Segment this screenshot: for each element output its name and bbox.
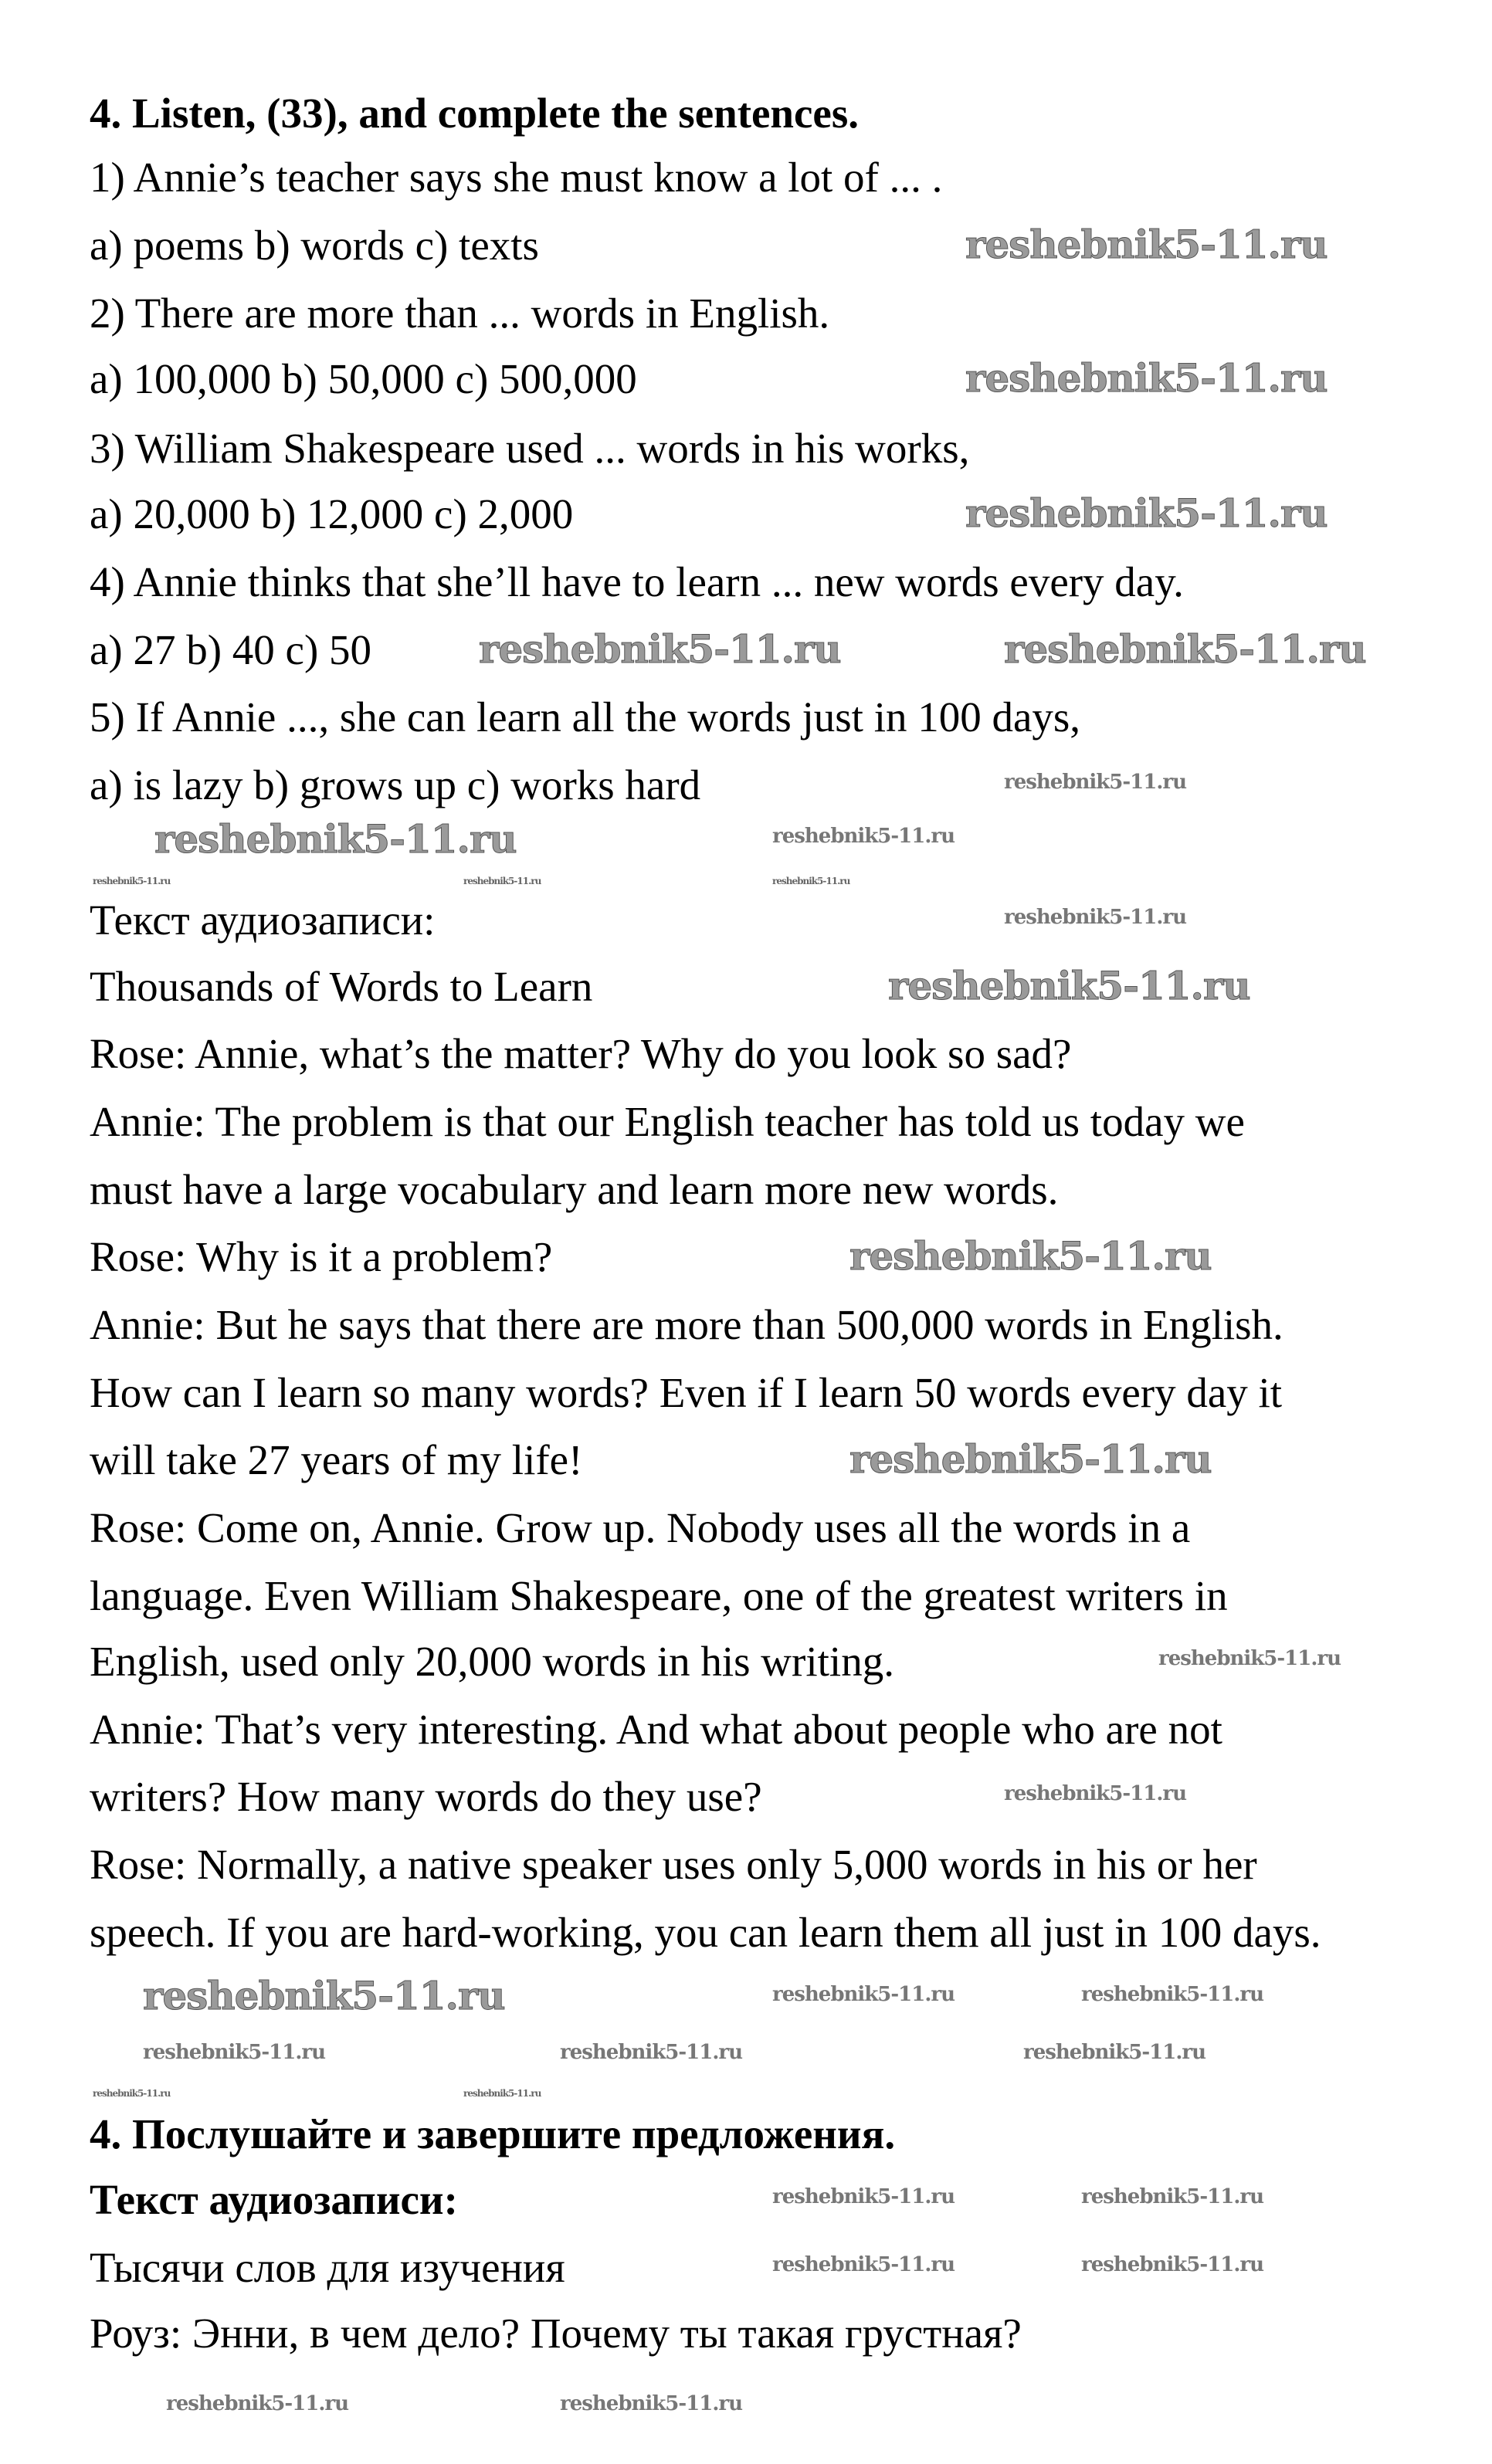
watermark: reshebnik5-11.ru <box>463 876 541 886</box>
watermark: reshebnik5-11.ru <box>143 1973 505 2018</box>
watermark: reshebnik5-11.ru <box>1004 626 1366 672</box>
watermark: reshebnik5-11.ru <box>560 2392 743 2415</box>
watermark: reshebnik5-11.ru <box>560 2041 743 2064</box>
transcript-line: Annie: But he says that there are more than 500,000 words in English. <box>90 1301 1283 1348</box>
options-4: a) 27 b) 40 c) 50 <box>90 626 372 673</box>
watermark: reshebnik5-11.ru <box>965 222 1328 267</box>
question-1: 1) Annie’s teacher says she must know a lot of ... . <box>90 154 943 201</box>
watermark: reshebnik5-11.ru <box>888 963 1250 1008</box>
watermark: reshebnik5-11.ru <box>965 490 1328 536</box>
watermark: reshebnik5-11.ru <box>93 2088 171 2099</box>
transcript-line: Rose: Come on, Annie. Grow up. Nobody uses all the words in a <box>90 1504 1191 1551</box>
transcript-line: speech. If you are hard-working, you can learn them all just in 100 days. <box>90 1909 1321 1956</box>
transcript-line: Annie: That’s very interesting. And what about people who are not <box>90 1706 1222 1753</box>
watermark: reshebnik5-11.ru <box>772 2185 955 2208</box>
transcript-line: language. Even William Shakespeare, one of the greatest writers in <box>90 1572 1228 1619</box>
watermark: reshebnik5-11.ru <box>1081 2253 1264 2276</box>
watermark: reshebnik5-11.ru <box>463 2088 541 2099</box>
transcript-line: Annie: The problem is that our English teacher has told us today we <box>90 1098 1245 1145</box>
watermark: reshebnik5-11.ru <box>1081 2185 1264 2208</box>
translation-line: Тысячи слов для изучения <box>90 2244 565 2291</box>
watermark: reshebnik5-11.ru <box>965 355 1328 401</box>
transcript-line: Rose: Normally, a native speaker uses only 5,000 words in his or her <box>90 1841 1257 1888</box>
translation-line: Роуз: Энни, в чем дело? Почему ты такая грустная? <box>90 2310 1022 2357</box>
transcript-line: How can I learn so many words? Even if I learn 50 words every day it <box>90 1369 1283 1416</box>
transcript-line: English, used only 20,000 words in his writing. <box>90 1638 894 1685</box>
transcript-line: writers? How many words do they use? <box>90 1773 762 1820</box>
question-2: 2) There are more than ... words in English. <box>90 290 830 337</box>
watermark: reshebnik5-11.ru <box>1081 1983 1264 2006</box>
watermark: reshebnik5-11.ru <box>1004 906 1187 929</box>
watermark: reshebnik5-11.ru <box>772 2253 955 2276</box>
options-2: a) 100,000 b) 50,000 c) 500,000 <box>90 355 637 402</box>
watermark: reshebnik5-11.ru <box>849 1233 1212 1279</box>
transcript-line: will take 27 years of my life! <box>90 1436 583 1483</box>
watermark: reshebnik5-11.ru <box>849 1436 1212 1482</box>
translation-heading: Текст аудиозаписи: <box>90 2176 458 2223</box>
options-1: a) poems b) words c) texts <box>90 222 539 269</box>
watermark: reshebnik5-11.ru <box>154 816 517 862</box>
watermark: reshebnik5-11.ru <box>772 876 850 886</box>
transcript-line: Thousands of Words to Learn <box>90 963 593 1010</box>
question-3: 3) William Shakespeare used ... words in his works, <box>90 425 970 472</box>
translation-title: 4. Послушайте и завершите предложения. <box>90 2110 896 2157</box>
question-5: 5) If Annie ..., she can learn all the words just in 100 days, <box>90 693 1081 741</box>
watermark: reshebnik5-11.ru <box>479 626 841 672</box>
watermark: reshebnik5-11.ru <box>772 825 955 848</box>
transcript-line: Rose: Annie, what’s the matter? Why do you look so sad? <box>90 1030 1072 1077</box>
options-3: a) 20,000 b) 12,000 c) 2,000 <box>90 490 574 537</box>
transcript-line: Rose: Why is it a problem? <box>90 1233 553 1280</box>
watermark: reshebnik5-11.ru <box>1023 2041 1206 2064</box>
watermark: reshebnik5-11.ru <box>143 2041 326 2064</box>
watermark: reshebnik5-11.ru <box>1004 771 1187 794</box>
options-5: a) is lazy b) grows up c) works hard <box>90 761 701 808</box>
transcript-heading: Текст аудиозаписи: <box>90 896 436 944</box>
watermark: reshebnik5-11.ru <box>1004 1782 1187 1805</box>
watermark: reshebnik5-11.ru <box>1158 1647 1341 1670</box>
exercise-title: 4. Listen, (33), and complete the sentences. <box>90 90 859 137</box>
watermark: reshebnik5-11.ru <box>772 1983 955 2006</box>
watermark: reshebnik5-11.ru <box>93 876 171 886</box>
watermark: reshebnik5-11.ru <box>166 2392 349 2415</box>
question-4: 4) Annie thinks that she’ll have to learn ... new words every day. <box>90 558 1184 605</box>
transcript-line: must have a large vocabulary and learn more new words. <box>90 1166 1059 1213</box>
